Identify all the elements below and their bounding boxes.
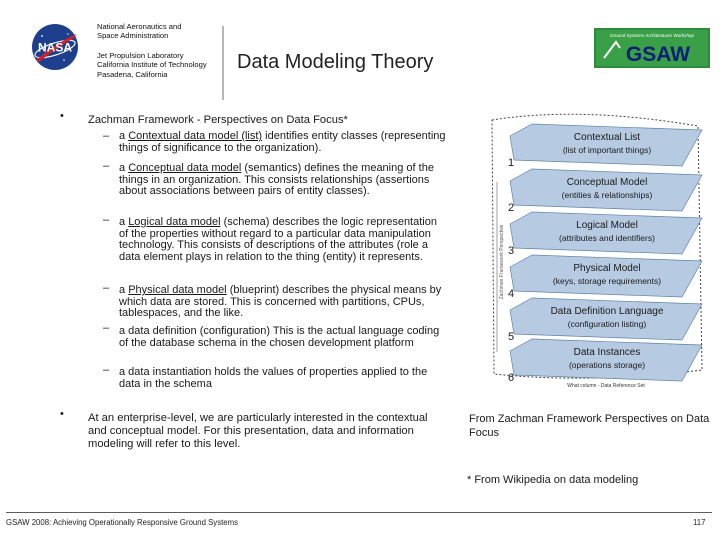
gsaw-logo-banner: Ground Systems Architectures Workshop — [609, 33, 695, 38]
nasa-logo — [30, 22, 80, 72]
diagram-layer-number: 6 — [508, 372, 515, 384]
sub-bullet: a data instantiation holds the values of properties applied to the data in the schema — [119, 366, 428, 390]
sub-bullet-marker: – — [103, 214, 110, 226]
footer-text: GSAW 2008: Achieving Operationally Responsive Ground Systems — [6, 518, 238, 527]
slide-title: Data Modeling Theory — [237, 51, 434, 73]
bullet-text: At an enterprise-level, we are particularly interested in the contextual and conceptual model. For this presentation, data and information modeling will refer to this level. — [88, 412, 428, 450]
diagram-layer-number: 3 — [508, 245, 515, 257]
diagram-layer — [508, 169, 702, 214]
diagram-layer — [508, 212, 702, 257]
diagram-bottom-label: What column - Data Reference Set — [567, 383, 645, 389]
bullet-marker: • — [60, 408, 64, 420]
lab-line: California Institute of Technology — [97, 60, 207, 70]
diagram-layer-title: Conceptual Model — [566, 177, 648, 188]
sub-bullet-term: Logical data model — [128, 216, 221, 228]
sub-bullet — [119, 131, 449, 154]
sub-bullet — [119, 217, 449, 264]
diagram-layer — [508, 124, 702, 169]
diagram-layer-subtitle: (attributes and identifiers) — [559, 233, 655, 243]
nasa-logo-text: NASA — [37, 40, 73, 55]
sub-bullet-prefix: a — [119, 162, 129, 174]
sub-bullet-marker: – — [103, 322, 110, 334]
diagram-layer-number: 2 — [508, 202, 515, 214]
sub-bullet-marker: – — [103, 160, 110, 172]
diagram-layer-title: Data Instances — [573, 347, 641, 358]
bullet-marker: • — [60, 110, 64, 122]
sub-bullet-prefix: a — [119, 216, 129, 228]
diagram-layer-subtitle: (operations storage) — [568, 360, 646, 370]
sub-bullet-rest: identifies entity classes (representing things of significance to the organization). — [119, 130, 446, 154]
zachman-perspectives-diagram — [470, 112, 710, 390]
sub-bullet-term: Physical data model — [128, 284, 227, 296]
diagram-side-label: Zachman Framework Perspective — [499, 224, 505, 300]
organization-block — [97, 22, 207, 79]
sub-bullet: a data definition (configuration) This is the actual language coding of the database schema in the chosen development platform — [119, 325, 440, 349]
diagram-layer — [508, 298, 702, 343]
diagram-layer-number: 1 — [508, 157, 515, 169]
gsaw-logo — [594, 28, 710, 68]
diagram-layer-title: Logical Model — [576, 220, 638, 231]
footer-divider — [6, 512, 712, 513]
sub-bullet-marker: – — [103, 130, 110, 142]
sub-bullet-rest: (blueprint) describes the physical means by which data are stored. This is concerned with partitions, CPUs, tablespaces, and the like. — [119, 284, 442, 320]
sub-bullet-term: Contextual data model (list) — [128, 130, 263, 142]
diagram-layer-subtitle: (keys, storage requirements) — [552, 276, 662, 286]
sub-bullet — [119, 285, 449, 320]
diagram-layer-subtitle: (entities & relationships) — [561, 190, 653, 200]
sub-bullet-prefix: a — [119, 130, 129, 142]
diagram-layer-number: 4 — [508, 288, 515, 300]
bullet-text: Zachman Framework - Perspectives on Data Focus* — [88, 114, 348, 126]
sub-bullet-marker: – — [103, 364, 110, 376]
gsaw-logo-text: GSAW — [625, 43, 691, 66]
sub-bullet-rest: (schema) describes the logic representation of the properties without regard to a particular data manipulation technology. This consists of descriptions of the attributes (role a data element plays in relation to the thing (entity) it represents. — [119, 216, 437, 264]
diagram-layer-title: Data Definition Language — [550, 306, 664, 317]
page-number: 117 — [693, 518, 706, 527]
sub-bullet-marker: – — [103, 282, 110, 294]
org-line: National Aeronautics and — [97, 22, 182, 31]
lab-line: Pasadena, California — [97, 69, 168, 79]
diagram-layer-number: 5 — [508, 331, 515, 343]
diagram-layer-title: Physical Model — [573, 263, 641, 274]
footnote: * From Wikipedia on data modeling — [467, 474, 639, 486]
sub-bullet-prefix: a — [119, 284, 129, 296]
diagram-layer-subtitle: (list of important things) — [562, 145, 652, 155]
diagram-layer — [508, 255, 702, 300]
diagram-layer-title: Contextual List — [573, 132, 641, 143]
lab-line: Jet Propulsion Laboratory — [97, 50, 184, 60]
sub-bullet-rest: (semantics) defines the meaning of the things in an organization. This consists relationships (assertions about associations between pairs of entity classes). — [119, 162, 434, 198]
sub-bullet-term: Conceptual data model — [128, 162, 242, 174]
header-divider — [222, 26, 224, 100]
diagram-layer-subtitle: (configuration listing) — [567, 319, 647, 329]
org-line: Space Administration — [97, 31, 169, 41]
sub-bullet — [119, 163, 449, 198]
figure-caption: From Zachman Framework Perspectives on Data Focus — [469, 413, 710, 439]
